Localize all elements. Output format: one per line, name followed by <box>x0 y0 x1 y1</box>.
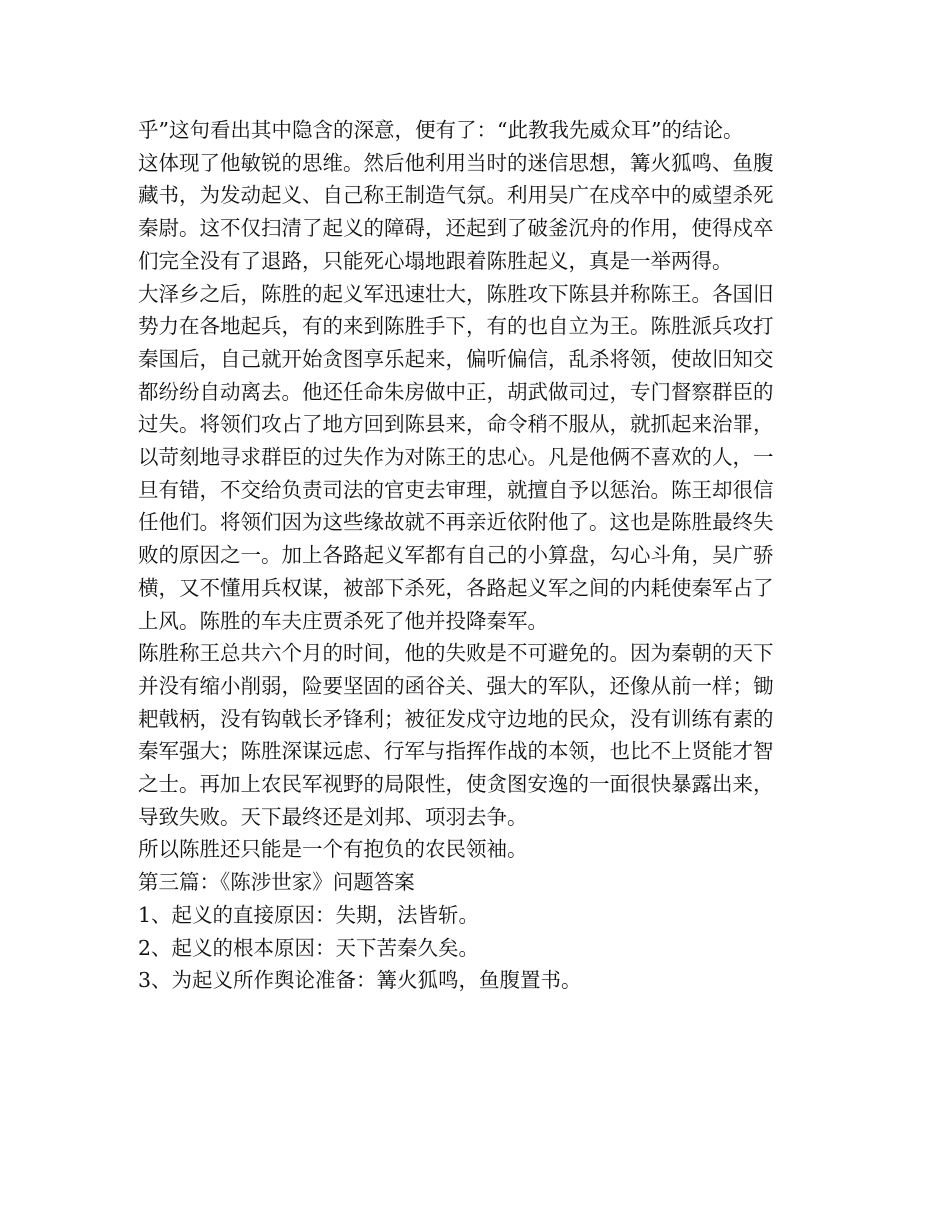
text-line: 大泽乡之后，陈胜的起义军迅速壮大，陈胜攻下陈县并称陈王。各国旧 <box>138 281 774 306</box>
text-line: 所以陈胜还只能是一个有抱负的农民领袖。 <box>138 837 528 862</box>
section-title: 第三篇：《陈涉世家》问题答案 <box>138 870 415 895</box>
text-line: 势力在各地起兵，有的来到陈胜手下，有的也自立为王。陈胜派兵攻打 <box>138 314 774 339</box>
document-page <box>138 114 818 997</box>
text-line: 旦有错，不交给负责司法的官吏去审理，就擅自予以惩治。陈王却很信 <box>138 477 774 502</box>
text-line: 藏书，为发动起义、自己称王制造气氛。利用吴广在戍卒中的威望杀死 <box>138 183 774 208</box>
text-line: 之士。再加上农民军视野的局限性，使贪图安逸的一面很快暴露出来， <box>138 772 774 797</box>
text-line: 这体现了他敏锐的思维。然后他利用当时的迷信思想，篝火狐鸣、鱼腹 <box>138 150 774 175</box>
paragraph-after-dazexiang <box>138 278 818 638</box>
text-line: 耙戟柄，没有钩戟长矛锋利；被征发戍守边地的民众，没有训练有素的 <box>138 706 774 731</box>
text-line: 上风。陈胜的车夫庄贾杀死了他并投降秦军。 <box>138 608 548 633</box>
text-line: 横，又不懂用兵权谋，被部下杀死，各路起义军之间的内耗使秦军占了 <box>138 575 774 600</box>
text-line: 并没有缩小削弱，险要坚固的函谷关、强大的军队，还像从前一样；锄 <box>138 673 774 698</box>
text-line: 秦尉。这不仅扫清了起义的障碍，还起到了破釜沉舟的作用，使得戍卒 <box>138 216 774 241</box>
answer-item-1 <box>138 899 818 932</box>
text-line: 陈胜称王总共六个月的时间，他的失败是不可避免的。因为秦朝的天下 <box>138 641 774 666</box>
paragraph-conclusion <box>138 833 818 866</box>
paragraph-analysis-of-chen-sheng <box>138 114 818 278</box>
text-line: 乎”这句看出其中隐含的深意，便有了：“此教我先威众耳”的结论。 <box>138 118 744 142</box>
answer-item-2 <box>138 932 818 965</box>
list-item: 2、起义的根本原因：天下苦秦久矣。 <box>138 935 480 960</box>
text-line: 任他们。将领们因为这些缘故就不再亲近依附他了。这也是陈胜最终失 <box>138 510 774 535</box>
text-line: 秦军强大；陈胜深谋远虑、行军与指挥作战的本领，也比不上贤能才智 <box>138 739 774 764</box>
section-heading <box>138 866 818 899</box>
text-line: 秦国后，自己就开始贪图享乐起来，偏听偏信，乱杀将领，使故旧知交 <box>138 346 774 371</box>
text-line: 们完全没有了退路，只能死心塌地跟着陈胜起义，真是一举两得。 <box>138 248 733 273</box>
list-item: 1、起义的直接原因：失期，法皆斩。 <box>138 902 480 927</box>
text-line: 导致失败。天下最终还是刘邦、项羽去争。 <box>138 804 528 829</box>
text-line: 以苛刻地寻求群臣的过失作为对陈王的忠心。凡是他俩不喜欢的人，一 <box>138 445 774 470</box>
text-line: 败的原因之一。加上各路起义军都有自己的小算盘，勾心斗角，吴广骄 <box>138 543 774 568</box>
list-item: 3、为起义所作舆论准备：篝火狐鸣，鱼腹置书。 <box>138 968 582 993</box>
paragraph-reasons-for-failure <box>138 637 818 833</box>
text-line: 都纷纷自动离去。他还任命朱房做中正，胡武做司过，专门督察群臣的 <box>138 379 774 404</box>
answer-item-3 <box>138 964 818 997</box>
text-line: 过失。将领们攻占了地方回到陈县来，命令稍不服从，就抓起来治罪， <box>138 412 774 437</box>
